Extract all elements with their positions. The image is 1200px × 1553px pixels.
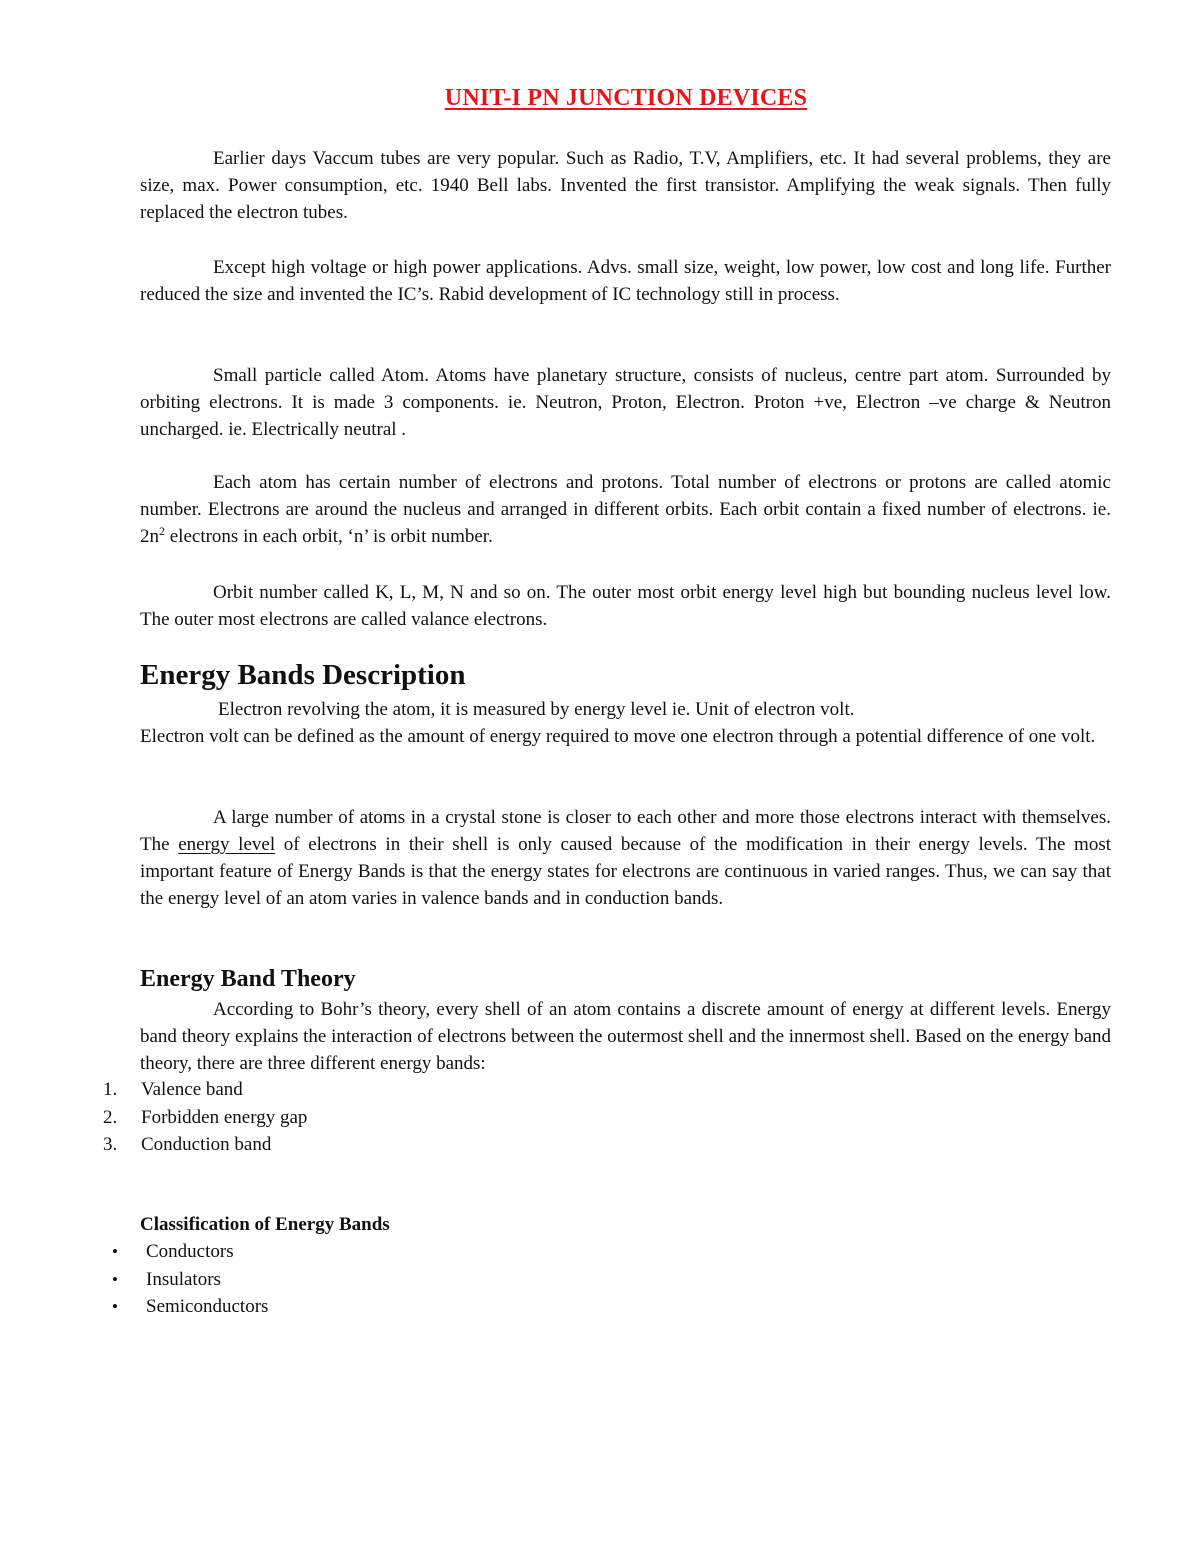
list-item-label: Valence band — [141, 1079, 243, 1100]
paragraph-orbit-names: Orbit number called K, L, M, N and so on. The outer most orbit energy level high but bounding nucleus level low. The outer most electrons are called valance electrons. — [140, 582, 1111, 630]
intro-paragraph-vacuum-tubes: Earlier days Vaccum tubes are very popular. Such as Radio, T.V, Amplifiers, etc. It had several problems, they are size, max. Power consumption, etc. 1940 Bell labs. Invented the first transistor. Amplifying the weak signals. Then fully replaced the electron tubes. — [140, 148, 1111, 223]
list-number: 3. — [103, 1134, 118, 1155]
paragraph-crystal-energy-levels — [140, 804, 1111, 912]
orbit-number-text: electrons in each orbit, ‘n’ is orbit number. — [165, 526, 493, 547]
bullet-icon: • — [112, 1297, 118, 1316]
bullet-icon: • — [112, 1269, 118, 1289]
heading-classification-of-energy-bands: Classification of Energy Bands — [140, 1214, 390, 1235]
paragraph-atom-structure: Small particle called Atom. Atoms have planetary structure, consists of nucleus, centre part atom. Surrounded by orbiting electrons. It is made 3 components. ie. Neutron, Proton, Electron. Proton +ve, Electron –ve charge & Neutron uncharged. ie. Electrically neutral . — [140, 365, 1111, 440]
electron-volt-definition: Electron volt can be defined as the amount of energy required to move one electron through a potential difference of one volt. — [140, 726, 1096, 747]
intro-paragraph-transistor-advantages: Except high voltage or high power applications. Advs. small size, weight, low power, low cost and long life. Further reduced the size and invented the IC’s. Rabid development of IC technology still in process. — [140, 257, 1111, 305]
atomic-number-text: Each atom has certain number of electrons and protons. Total number of electrons or protons are called atomic number. Electrons are around the nucleus and arranged in different orbits. Each orbit contain a fixed number of electrons. ie. 2n — [140, 472, 1111, 547]
list-number: 1. — [103, 1079, 118, 1100]
paragraph-bohr-theory: According to Bohr’s theory, every shell of an atom contains a discrete amount of energy at different levels. Energy band theory explains the interaction of electrons between the outermost shell and the innermost shell. Based on the energy band theory, there are three different energy bands: — [140, 999, 1111, 1074]
heading-energy-bands-description: Energy Bands Description — [140, 659, 466, 691]
page-title: UNIT-I PN JUNCTION DEVICES — [444, 85, 808, 111]
electron-revolving-line: Electron revolving the atom, it is measured by energy level ie. Unit of electron volt. — [218, 699, 855, 720]
energy-states-text: of electrons in their shell is only caused because of the modification in their energy levels. The most important feature of Energy Bands is that the energy states for electrons are continuous in varied ranges. Thus, we can say that the energy level of an atom varies in valence bands and in conduction bands. — [140, 834, 1112, 909]
superscript-two: 2 — [159, 524, 165, 538]
list-item-label: Conductors — [146, 1241, 234, 1262]
bullet-icon: • — [112, 1242, 118, 1261]
crystal-text: A large number of atoms in a crystal stone is closer to each other and more those electrons interact with themselves. The — [140, 807, 1111, 855]
list-item-label: Semiconductors — [146, 1296, 269, 1317]
list-item-label: Insulators — [146, 1268, 221, 1290]
paragraph-atomic-number — [140, 469, 1111, 550]
paragraph-electron-volt — [140, 696, 1111, 750]
list-item-label: Conduction band — [141, 1134, 272, 1155]
list-number: 2. — [103, 1106, 118, 1128]
energy-level-link[interactable]: energy level — [178, 834, 276, 855]
heading-energy-band-theory: Energy Band Theory — [140, 966, 356, 992]
list-item-label: Forbidden energy gap — [141, 1106, 308, 1128]
